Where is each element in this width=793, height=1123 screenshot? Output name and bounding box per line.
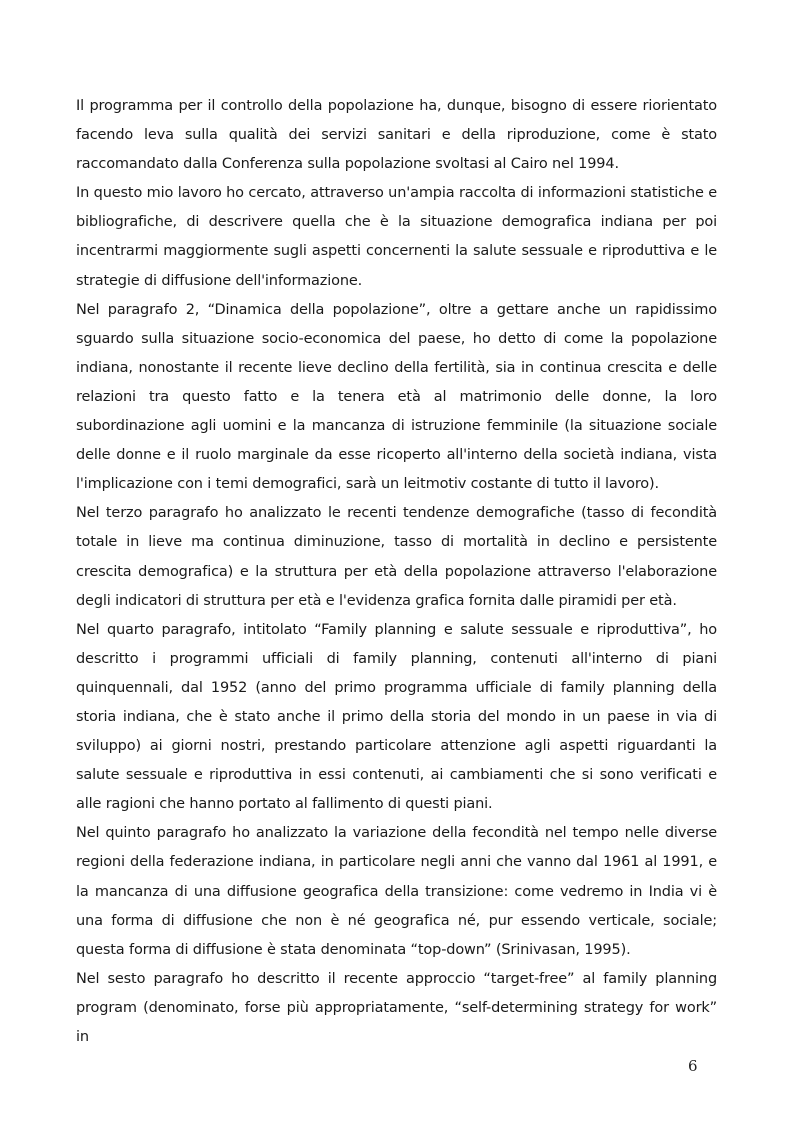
paragraph-7: Nel sesto paragrafo ho descritto il recente approccio “target-free” al family planning program (denominato, forse più appropriatamente, “self-determining strategy for work” in: [76, 970, 717, 1045]
paragraph-2: In questo mio lavoro ho cercato, attraverso un'ampia raccolta di informazioni statistiche e bibliografiche, di descrivere quella che è la situazione demografica indiana per poi incentrarmi maggiormente sugli aspetti concernenti la salute sessuale e riproduttiva e le strategie di diffusione dell'informazione.: [76, 185, 717, 289]
paragraph-4: Nel terzo paragrafo ho analizzato le recenti tendenze demografiche (tasso di fecondità totale in lieve ma continua diminuzione, tasso di mortalità in declino e persistente crescita demografica) e la struttura per età della popolazione attraverso l'elaborazione degli indicatori di struttura per età e l'evidenza grafica fornita dalle piramidi per età.: [76, 505, 717, 609]
body-text: [76, 92, 717, 1052]
paragraph-3: Nel paragrafo 2, “Dinamica della popolazione”, oltre a gettare anche un rapidissimo sguardo sulla situazione socio-economica del paese, ho detto di come la popolazione indiana, nonostante il recente lieve declino della fertilità, sia in continua crescita e delle relazioni tra questo fatto e la tenera età al matrimonio delle donne, la loro subordinazione agli uomini e la mancanza di istruzione femminile (la situazione sociale delle donne e il ruolo marginale da esse ricoperto all'interno della società indiana, vista l'implicazione con i temi demografici, sarà un leitmotiv costante di tutto il lavoro).: [76, 301, 717, 493]
page-number: 6: [688, 1057, 698, 1075]
paragraph-1: Il programma per il controllo della popolazione ha, dunque, bisogno di essere riorientato facendo leva sulla qualità dei servizi sanitari e della riproduzione, come è stato raccomandato dalla Conferenza sulla popolazione svoltasi al Cairo nel 1994.: [76, 98, 717, 173]
paragraph-6: Nel quinto paragrafo ho analizzato la variazione della fecondità nel tempo nelle diverse regioni della federazione indiana, in particolare negli anni che vanno dal 1961 al 1991, e la mancanza di una diffusione geografica della transizione: come vedremo in India vi è una forma di diffusione che non è né geografica né, pur essendo verticale, sociale; questa forma di diffusione è stata denominata “top-down” (Srinivasan, 1995).: [76, 825, 717, 958]
paragraph-5: Nel quarto paragrafo, intitolato “Family planning e salute sessuale e riproduttiva”, ho descritto i programmi ufficiali di family planning, contenuti all'interno di piani quinquennali, dal 1952 (anno del primo programma ufficiale di family planning della storia indiana, che è stato anche il primo della storia del mondo in un paese in via di sviluppo) ai giorni nostri, prestando particolare attenzione agli aspetti riguardanti la salute sessuale e riproduttiva in essi contenuti, ai cambiamenti che si sono verificati e alle ragioni che hanno portato al fallimento di questi piani.: [76, 621, 717, 813]
